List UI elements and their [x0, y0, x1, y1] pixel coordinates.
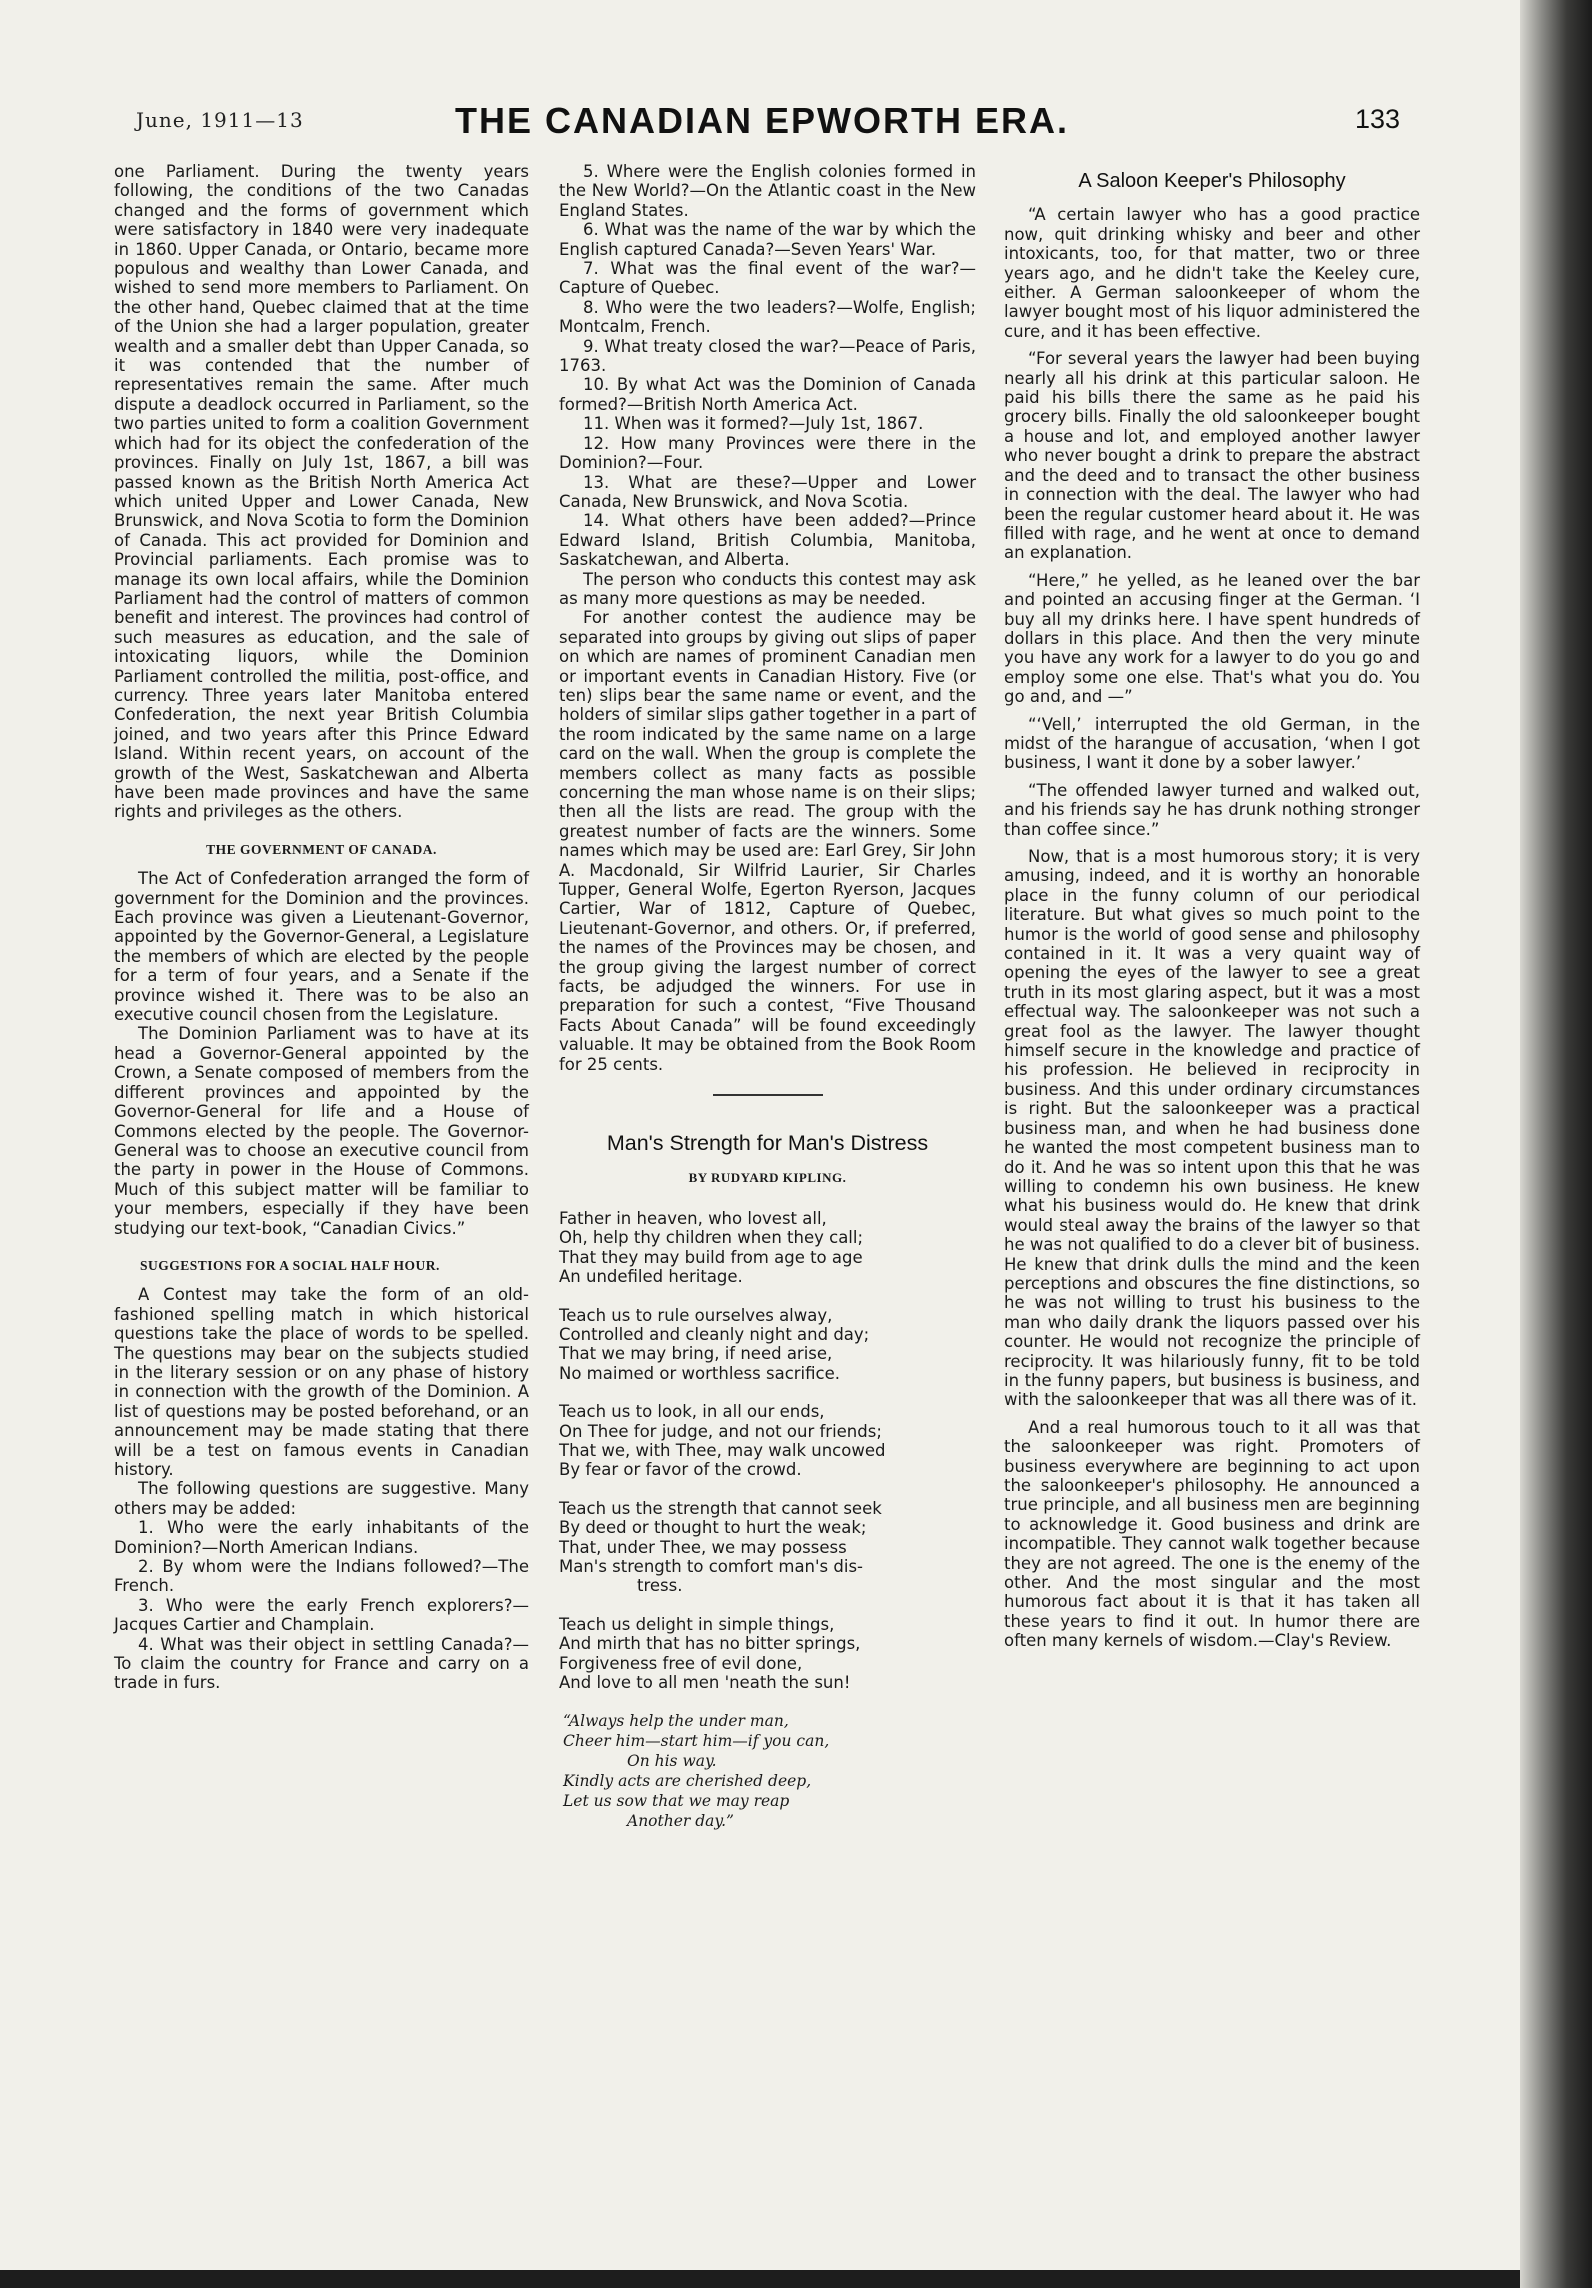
poem-line: An undefiled heritage. — [559, 1267, 743, 1287]
paragraph: For another contest the audience may be separated into groups by giving out slips of paper on which are names of prominent Canadian men or important events in Canadian History. Five (or ten) slips bear the same name or event, and the holders of similar slips gather together in a part of the room indicated by the same name on a large card on the wall. When the group is complete the members collect as many facts as possible concerning the man whose name is on their slips; then all the lists are read. The group with the greatest number of facts are the winners. Some names which may be used are: Earl Grey, Sir John A. Macdonald, Sir Wilfrid Laurier, Sir Charles Tupper, General Wolfe, Egerton Ryerson, Jacques Cartier, War of 1812, Capture of Quebec, Lieutenant-Governor, and others. Or, if preferred, the names of the Provinces may be chosen, and the group giving the largest number of correct facts, be adjudged the winners. For use in preparation for such a contest, “Five Thousand Facts About Canada” will be found exceedingly valuable. It may be obtained from the Book Room for 25 cents. — [559, 608, 976, 1074]
poem-stanza — [559, 1615, 976, 1693]
paragraph: The person who conducts this contest may ask as many more questions as may be needed. — [559, 569, 976, 608]
verse-line: “Always help the under man, — [563, 1712, 789, 1731]
question-item: 13. What are these?—Upper and Lower Canada, New Brunswick, and Nova Scotia. — [559, 472, 976, 511]
poem-line: That they may build from age to age — [559, 1247, 863, 1267]
section-heading-government: THE GOVERNMENT OF CANADA. — [206, 841, 437, 857]
question-item: 1. Who were the early inhabitants of the Dominion?—North American Indians. — [114, 1518, 529, 1557]
question-item: 2. By whom were the Indians followed?—The French. — [114, 1557, 529, 1596]
paragraph: “‘Vell,’ interrupted the old German, in the midst of the harangue of accusation, ‘when I got business, I want it done by a sober lawyer.’ — [1004, 714, 1420, 773]
verse-line: Another day.” — [627, 1812, 734, 1831]
closing-verse — [559, 1711, 976, 1831]
question-item: 9. What treaty closed the war?—Peace of Paris, 1763. — [559, 336, 976, 376]
book-spine-edge — [1520, 0, 1592, 2288]
issue-date: June, 1911—13 — [136, 108, 304, 132]
poem-line: Forgiveness free of evil done, — [559, 1653, 803, 1673]
poem-line: That we, with Thee, may walk uncowed — [559, 1440, 886, 1460]
verse-line: Let us sow that we may reap — [563, 1792, 790, 1811]
paragraph: “A certain lawyer who has a good practice now, quit drinking whisky and beer and other intoxicants, too, for that matter, two or three years ago, and he didn't take the Keeley cure, either. A German saloonkeeper of whom the lawyer bought most of his liquor administered the cure, and it has been effective. — [1004, 205, 1420, 341]
question-item: 7. What was the final event of the war?—Capture of Quebec. — [559, 259, 976, 298]
section-heading-suggestions: SUGGESTIONS FOR A SOCIAL HALF HOUR. — [140, 1257, 440, 1273]
paragraph: Now, that is a most humorous story; it is very amusing, indeed, and it is worthy an honorable place in the funny column of our periodical literature. But what gives so much point to the humor is the world of good sense and philosophy contained in it. It was a very quaint way of opening the eyes of the lawyer to see a great truth in its most glaring aspect, but it was a most effectual way. The saloonkeeper was not such a great fool as the lawyer. The lawyer thought himself secure in the knowledge and practice of his profession. He believed in reciprocity in business. And this under ordinary circumstances is right. But the saloonkeeper was a practical business man, and when he had business done he wanted the most competent business man to do it. And he was so intent upon this that he was willing to condemn his own business. He knew what his business would do. He knew that drink would steal away the brains of the lawyer so that he was not qualified to do a clever bit of business. He knew that drink dulls the mind and the keen perceptions and obscures the fine distinctions, so he was not willing to trust his business to the man who daily drank the liquors passed over his counter. He would not recognize the principle of reciprocity. It was hilariously funny, fit to be told in the funny papers, but business is business, and with the saloonkeeper that was all there was of it. — [1004, 847, 1420, 1410]
question-item: 14. What others have been added?—Prince Edward Island, British Columbia, Manitoba, Saskatchewan, and Alberta. — [559, 511, 976, 570]
paragraph: The following questions are suggestive. Many others may be added: — [114, 1479, 529, 1518]
paragraph: “The offended lawyer turned and walked out, and his friends say he has drunk nothing stronger than coffee since.” — [1004, 780, 1420, 839]
poem-stanza — [559, 1306, 976, 1384]
poem-title: Man's Strength for Man's Distress — [606, 1131, 929, 1156]
poem-line: Teach us delight in simple things, — [559, 1614, 835, 1634]
paragraph: The Dominion Parliament was to have at its head a Governor-General appointed by the Crown, a Senate composed of members from the different provinces and appointed by the Governor-General for life and a House of Commons elected by the people. The Governor-General was to choose an executive council from the party in power in the House of Commons. Much of this subject matter will be familiar to your members, especially if they have been studying our text-book, “Canadian Civics.” — [114, 1024, 529, 1238]
poem-line: And mirth that has no bitter springs, — [559, 1634, 861, 1654]
poem-byline: BY RUDYARD KIPLING. — [688, 1169, 847, 1185]
poem-line: Father in heaven, who lovest all, — [559, 1208, 827, 1228]
paragraph: “For several years the lawyer had been buying nearly all his drink at this particular saloon. He paid his bills there the same as he paid his grocery bills. Finally the old saloonkeeper bought a house and lot, and employed another lawyer who never bought a drink to prepare the abstract and the deed and to transact the other business in connection with the deal. The lawyer who had been the regular customer heard about it. He was filled with rage, and he went at once to demand an explanation. — [1004, 349, 1420, 563]
question-item: 10. By what Act was the Dominion of Canada formed?—British North America Act. — [559, 375, 976, 414]
paragraph: The Act of Confederation arranged the form of government for the Dominion and the provinces. Each province was given a Lieutenant-Governor, appointed by the Governor-General, a Legislature the members of which are elected by the people for a term of four years, and a Senate if the province wished it. There was to be also an executive council chosen from the Legislature. — [114, 869, 529, 1025]
page-number: 133 — [1355, 104, 1401, 134]
column-right — [1004, 172, 1420, 1651]
paragraph: A Contest may take the form of an old-fashioned spelling match in which historical questions take the place of words to be spelled. The questions may bear on the subjects studied in the literary session or on any phase of history in connection with the growth of the Dominion. A list of questions may be posted beforehand, or an announcement may be made stating that there will be a test on famous events in Canadian history. — [114, 1285, 529, 1479]
section-divider — [713, 1094, 823, 1096]
question-item: 11. When was it formed?—July 1st, 1867. — [583, 414, 924, 434]
verse-line: On his way. — [627, 1752, 717, 1771]
paragraph: one Parliament. During the twenty years following, the conditions of the two Canadas changed and the forms of government which were satisfactory in 1840 were very inadequate in 1860. Upper Canada, or Ontario, became more populous and wealthy than Lower Canada, and wished to send more members to Parliament. On the other hand, Quebec claimed that at the time of the Union she had a larger population, greater wealth and a smaller debt than Upper Canada, so it was contended that the number of representatives remain the same. After much dispute a deadlock occurred in Parliament, so the two parties united to form a coalition Government which had for its object the confederation of the provinces. Finally on July 1st, 1867, a bill was passed known as the British North America Act which united Upper and Lower Canada, New Brunswick, and Nova Scotia to form the Dominion of Canada. This act provided for Dominion and Provincial parliaments. Each promise was to manage its own local affairs, while the Dominion Parliament had the control of matters of common benefit and interest. The provinces had control of such measures as education, and the sale of intoxicating liquors, while the Dominion Parliament controlled the militia, post-office, and currency. Three years later Manitoba entered Confederation, the next year British Columbia joined, and two years after this Prince Edward Island. Within recent years, on account of the growth of the West, Saskatchewan and Alberta have been made provinces and have the same rights and privileges as the others. — [114, 162, 529, 822]
question-item: 5. Where were the English colonies formed in the New World?—On the Atlantic coast in the New England States. — [559, 162, 976, 220]
question-item: 8. Who were the two leaders?—Wolfe, English; Montcalm, French. — [559, 297, 976, 337]
paragraph: “Here,” he yelled, as he leaned over the bar and pointed an accusing finger at the German. ‘I buy all my drinks here. I have spent hundreds of dollars in this place. And then the very minute you have any work for a lawyer to do you go and employ some one else. That's what you do. You go and, and —” — [1004, 570, 1420, 707]
poem-line: tress. — [637, 1576, 683, 1596]
page-bottom-edge — [0, 2270, 1520, 2288]
poem-stanza — [559, 1209, 976, 1287]
question-item: 12. How many Provinces were there in the Dominion?—Four. — [559, 433, 976, 473]
verse-line: Cheer him—start him—if you can, — [563, 1732, 830, 1751]
poem-line: Controlled and cleanly night and day; — [559, 1324, 870, 1344]
magazine-title: THE CANADIAN EPWORTH ERA. — [455, 100, 1069, 141]
poem-line: That, under Thee, we may possess — [559, 1537, 847, 1557]
question-item: 3. Who were the early French explorers?—Jacques Cartier and Champlain. — [114, 1595, 529, 1635]
column-middle — [559, 162, 976, 1831]
poem-stanza — [559, 1499, 976, 1596]
poem-line: By deed or thought to hurt the weak; — [559, 1518, 867, 1538]
poem-line: And love to all men 'neath the sun! — [559, 1673, 851, 1693]
poem-line: On Thee for judge, and not our friends; — [559, 1421, 882, 1441]
question-item: 6. What was the name of the war by which the English captured Canada?—Seven Years' War. — [559, 220, 976, 259]
poem-line: Teach us to look, in all our ends, — [559, 1402, 825, 1422]
poem-stanza — [559, 1402, 976, 1480]
poem — [559, 1209, 976, 1832]
verse-line: Kindly acts are cherished deep, — [563, 1772, 812, 1791]
poem-line: Man's strength to comfort man's dis- — [559, 1557, 864, 1576]
poem-line: By fear or favor of the crowd. — [559, 1460, 802, 1480]
poem-line: Teach us the strength that cannot seek — [559, 1498, 882, 1518]
poem-line: Teach us to rule ourselves alway, — [559, 1305, 833, 1325]
paragraph: And a real humorous touch to it all was that the saloonkeeper was right. Promoters of business everywhere are beginning to act upon the saloonkeeper's philosophy. He announced a true principle, and all business men are beginning to acknowledge it. Good business and drink are incompatible. They cannot walk together because they are not agreed. The one is the enemy of the other. And the most singular and the most humorous fact about it is that it has taken all these years to find it out. In humor there are often many kernels of wisdom.—Clay's Review. — [1004, 1417, 1420, 1651]
question-item: 4. What was their object in settling Canada?—To claim the country for France and carry on a trade in furs. — [114, 1634, 529, 1693]
poem-line: That we may bring, if need arise, — [559, 1344, 833, 1364]
poem-line: No maimed or worthless sacrifice. — [559, 1363, 840, 1383]
article-title: A Saloon Keeper's Philosophy — [1078, 170, 1346, 192]
column-left — [114, 162, 529, 1693]
page-header — [110, 100, 1410, 150]
poem-line: Oh, help thy children when they call; — [559, 1228, 864, 1248]
